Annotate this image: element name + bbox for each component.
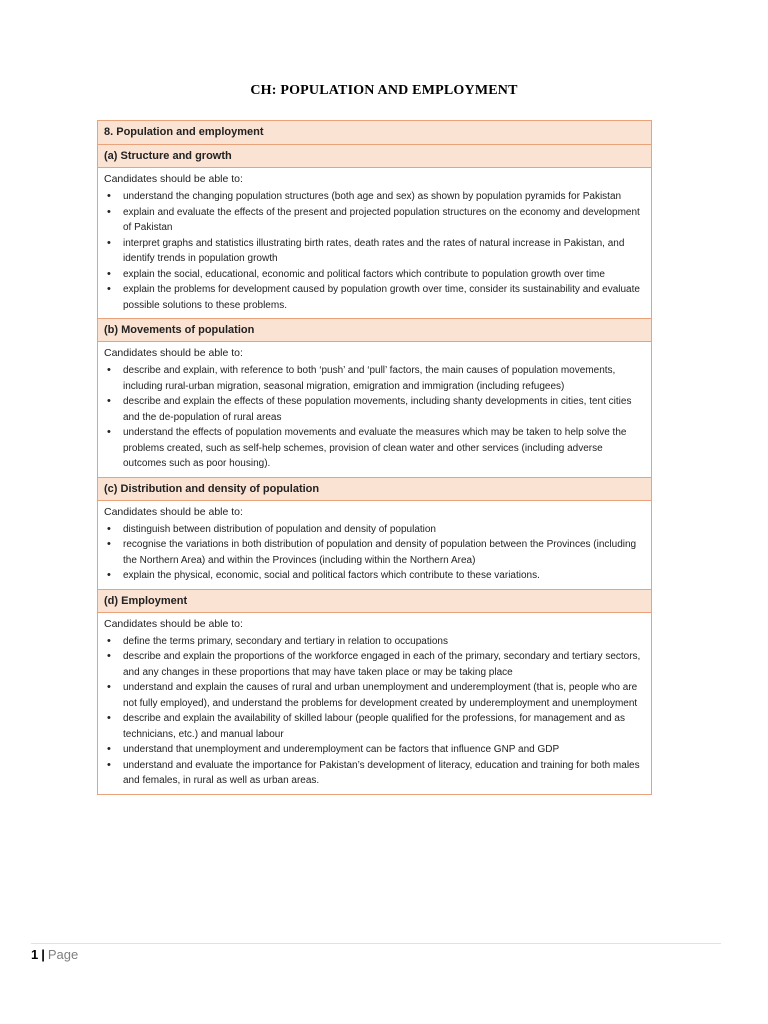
- section-intro: Candidates should be able to:: [104, 505, 243, 518]
- page-number-value: 1: [31, 947, 39, 962]
- list-item: • define the terms primary, secondary and tertiary in relation to occupations: [104, 634, 643, 650]
- page-title: CH: POPULATION AND EMPLOYMENT: [250, 83, 518, 98]
- section-body-distribution-density: [98, 501, 651, 590]
- section-heading-structure-growth: (a) Structure and growth: [98, 145, 651, 168]
- section-intro: Candidates should be able to:: [104, 347, 243, 359]
- section-heading-employment: (d) Employment: [98, 590, 651, 613]
- page-number: [31, 947, 78, 962]
- section-body-movements: [98, 342, 651, 478]
- list-item: • recognise the variations in both distribution of population and density of population between the Provinces (including the Northern Area) and within the Provinces (including within the Northern Area): [104, 537, 643, 568]
- page-label: Page: [47, 947, 79, 962]
- section-body-structure-growth: [98, 168, 651, 319]
- section-heading-movements: (b) Movements of population: [98, 319, 651, 342]
- list-item: • understand the effects of population movements and evaluate the measures which may be taken to help solve the problems created, such as self-help schemes, provision of clean water and other services (including adverse outcomes such as poor housing).: [104, 425, 643, 472]
- bullet-list: [104, 522, 643, 584]
- section-heading-distribution-density: (c) Distribution and density of population: [98, 478, 651, 501]
- list-item: • explain and evaluate the effects of the present and projected population structures on the economy and development of Pakistan: [104, 205, 643, 236]
- section-intro: Candidates should be able to:: [104, 173, 243, 185]
- list-item: • understand and explain the causes of rural and urban unemployment and underemployment (that is, people who are not fully employed), and understand the problems for development created by underemployment and unemployment: [104, 680, 643, 711]
- bullet-list: [104, 189, 643, 313]
- section-body-employment: [98, 613, 651, 794]
- list-item: • explain the social, educational, economic and political factors which contribute to population growth over time: [104, 267, 643, 283]
- list-item: • explain the problems for development caused by population growth over time, consider its sustainability and evaluate possible solutions to these problems.: [104, 282, 643, 313]
- section-intro: Candidates should be able to:: [104, 617, 243, 630]
- list-item: • distinguish between distribution of population and density of population: [104, 522, 643, 538]
- syllabus-heading: 8. Population and employment: [98, 121, 651, 145]
- list-item: • describe and explain the availability of skilled labour (people qualified for the professions, for management and as technicians, etc.) and manual labour: [104, 711, 643, 742]
- list-item: • describe and explain, with reference to both ‘push’ and ‘pull’ factors, the main causes of population movements, including rural-urban migration, seasonal migration, emigration and immigration (including refugees): [104, 363, 643, 394]
- page-separator: |: [41, 947, 45, 962]
- list-item: • describe and explain the proportions of the workforce engaged in each of the primary, secondary and tertiary sectors, and any changes in these proportions that may have taken place or may be taking place: [104, 649, 643, 680]
- list-item: • understand that unemployment and underemployment can be factors that influence GNP and GDP: [104, 742, 643, 758]
- syllabus-table: [97, 120, 652, 795]
- page-footer: [31, 943, 721, 962]
- bullet-list: [104, 363, 643, 472]
- list-item: • understand and evaluate the importance for Pakistan’s development of literacy, education and training for both males and females, in rural as well as urban areas.: [104, 758, 643, 789]
- list-item: • understand the changing population structures (both age and sex) as shown by population pyramids for Pakistan: [104, 189, 643, 205]
- list-item: • interpret graphs and statistics illustrating birth rates, death rates and the rates of natural increase in Pakistan, and identify trends in population growth: [104, 236, 643, 267]
- bullet-list: [104, 634, 643, 789]
- list-item: • explain the physical, economic, social and political factors which contribute to these variations.: [104, 568, 643, 584]
- list-item: • describe and explain the effects of these population movements, including shanty developments in cities, tent cities and the de-population of rural areas: [104, 394, 643, 425]
